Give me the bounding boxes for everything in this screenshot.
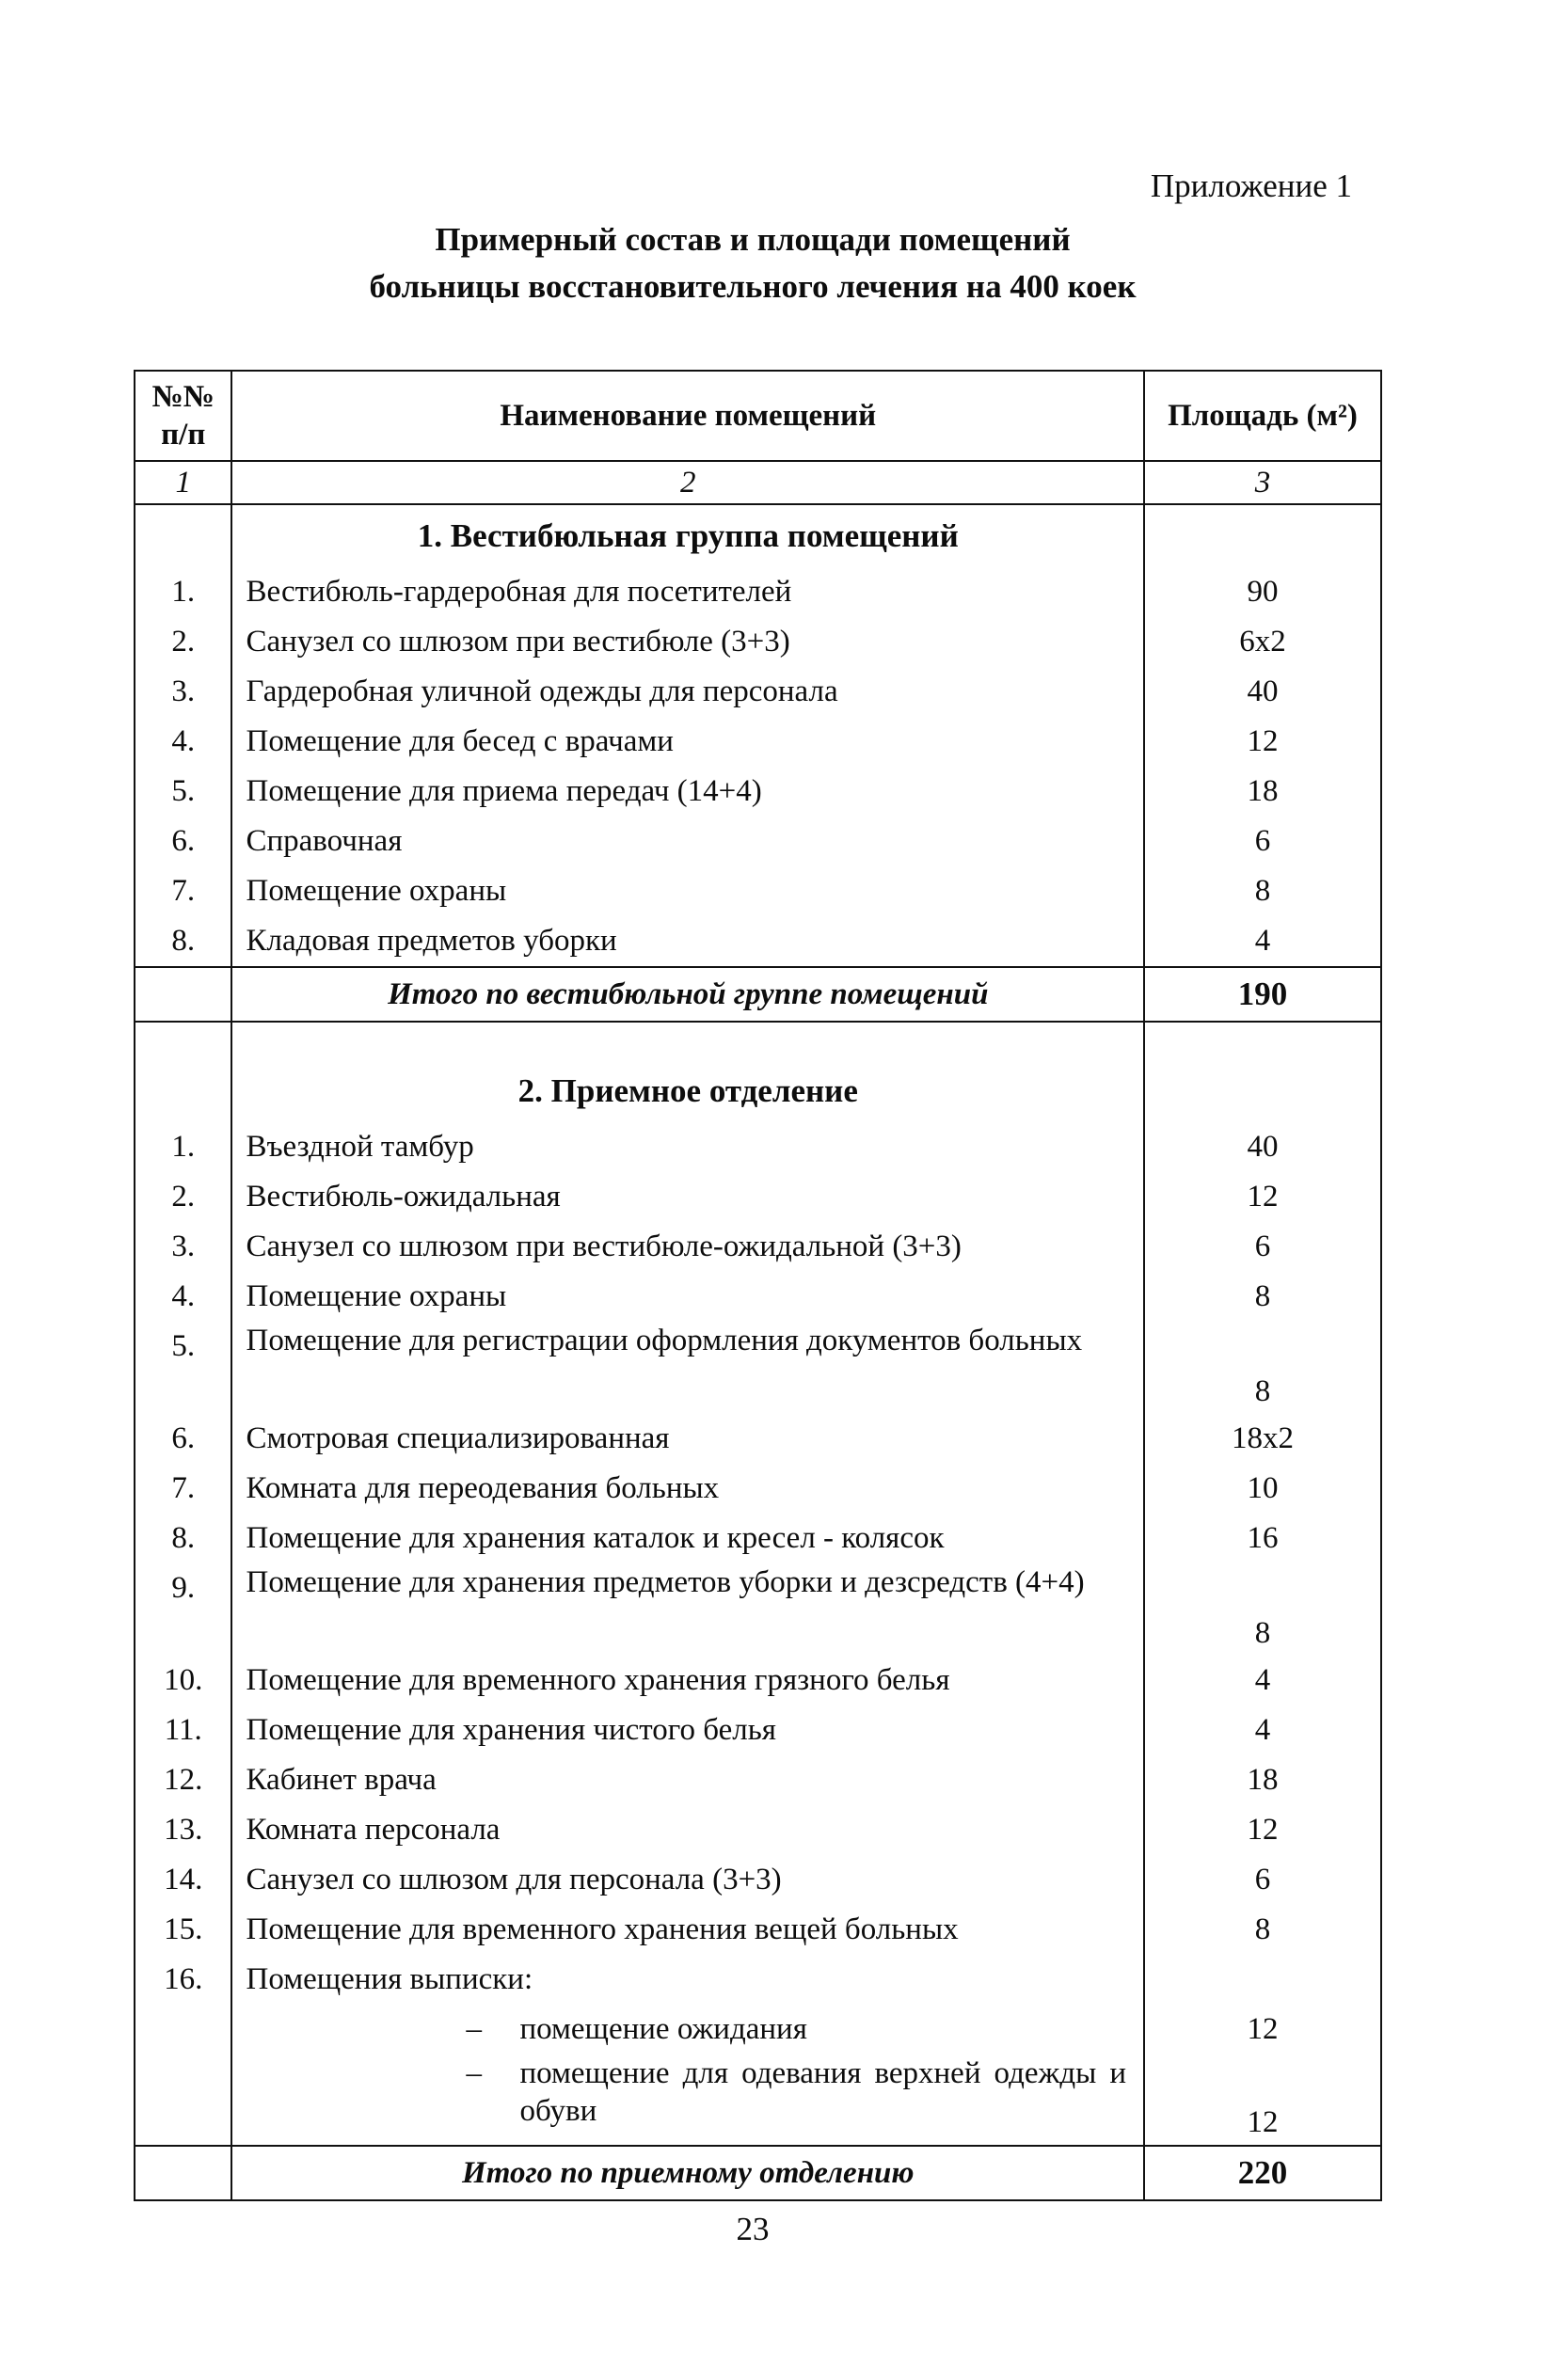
table-row	[135, 767, 1381, 817]
section-spacer	[135, 1022, 1381, 1060]
row-name: Помещение для регистрации оформления документов больных	[231, 1322, 1144, 1414]
section-total-value: 190	[1144, 967, 1381, 1022]
table-row	[135, 1955, 1381, 2005]
row-name: Санузел со шлюзом при вестибюле (3+3)	[231, 617, 1144, 667]
subrow-area: 12	[1144, 2055, 1381, 2146]
row-num: 5.	[135, 1322, 231, 1414]
row-name: Санузел со шлюзом при вестибюле-ожидальной (3+3)	[231, 1222, 1144, 1272]
section-title: 2. Приемное отделение	[231, 1060, 1144, 1122]
row-num: 1.	[135, 567, 231, 617]
row-num: 2.	[135, 1172, 231, 1222]
row-name: Гардеробная уличной одежды для персонала	[231, 667, 1144, 717]
row-name: Вестибюль-ожидальная	[231, 1172, 1144, 1222]
section-header	[135, 1060, 1381, 1122]
row-name: Смотровая специализированная	[231, 1414, 1144, 1464]
row-area: 8	[1144, 1563, 1381, 1656]
row-area: 12	[1144, 1172, 1381, 1222]
row-name: Санузел со шлюзом для персонала (3+3)	[231, 1855, 1144, 1905]
row-num: 6.	[135, 1414, 231, 1464]
table-row	[135, 1805, 1381, 1855]
column-numbers-row	[135, 461, 1381, 504]
table-row	[135, 1905, 1381, 1955]
header-area: Площадь (м²)	[1144, 371, 1381, 461]
section-total-label: Итого по вестибюльной группе помещений	[231, 967, 1144, 1022]
page-number: 23	[736, 2211, 770, 2247]
row-num: 6.	[135, 817, 231, 866]
table-row	[135, 1755, 1381, 1805]
section-total-row	[135, 967, 1381, 1022]
row-area: 16	[1144, 1514, 1381, 1563]
row-num: 15.	[135, 1905, 231, 1955]
row-name: Комната для переодевания больных	[231, 1464, 1144, 1514]
table-row	[135, 1514, 1381, 1563]
row-area: 18	[1144, 767, 1381, 817]
table-row	[135, 617, 1381, 667]
title-line-1: Примерный состав и площади помещений	[435, 221, 1071, 258]
row-area: 12	[1144, 717, 1381, 767]
section-header	[135, 504, 1381, 567]
row-area: 4	[1144, 1656, 1381, 1706]
table-row	[135, 667, 1381, 717]
row-area: 12	[1144, 1805, 1381, 1855]
row-area: 18х2	[1144, 1414, 1381, 1464]
row-num: 9.	[135, 1563, 231, 1656]
row-num: 12.	[135, 1755, 231, 1805]
column-number: 1	[135, 461, 231, 504]
section-total-label: Итого по приемному отделению	[231, 2146, 1144, 2200]
table-row	[135, 1706, 1381, 1755]
table-row	[135, 567, 1381, 617]
row-num: 16.	[135, 1955, 231, 2005]
header-num	[135, 371, 231, 461]
section-total-value: 220	[1144, 2146, 1381, 2200]
row-name: Помещение для временного хранения вещей больных	[231, 1905, 1144, 1955]
table-row	[135, 1656, 1381, 1706]
row-area: 8	[1144, 1905, 1381, 1955]
row-num: 3.	[135, 667, 231, 717]
row-num: 14.	[135, 1855, 231, 1905]
header-name: Наименование помещений	[231, 371, 1144, 461]
row-num: 1.	[135, 1122, 231, 1172]
row-name: Кабинет врача	[231, 1755, 1144, 1805]
row-num: 2.	[135, 617, 231, 667]
row-area: 6	[1144, 1855, 1381, 1905]
header-num-line-1: №№	[151, 380, 215, 414]
row-num: 5.	[135, 767, 231, 817]
row-name: Справочная	[231, 817, 1144, 866]
document-title	[0, 216, 1505, 310]
row-num: 8.	[135, 916, 231, 967]
title-line-2: больницы восстановительного лечения на 400 коек	[369, 268, 1137, 305]
table-row	[135, 1855, 1381, 1905]
table-subrow	[135, 2005, 1381, 2055]
column-number: 2	[231, 461, 1144, 504]
table-row	[135, 1414, 1381, 1464]
row-num: 10.	[135, 1656, 231, 1706]
row-num: 4.	[135, 1272, 231, 1322]
table-row	[135, 866, 1381, 916]
row-area: 8	[1144, 1272, 1381, 1322]
row-name: Помещение охраны	[231, 866, 1144, 916]
subrow-area: 12	[1144, 2005, 1381, 2055]
row-num: 8.	[135, 1514, 231, 1563]
row-name: Вестибюль-гардеробная для посетителей	[231, 567, 1144, 617]
table-row	[135, 1122, 1381, 1172]
section-title: 1. Вестибюльная группа помещений	[231, 504, 1144, 567]
column-number: 3	[1144, 461, 1381, 504]
row-num: 11.	[135, 1706, 231, 1755]
row-name: Кладовая предметов уборки	[231, 916, 1144, 967]
row-name: Помещение для приема передач (14+4)	[231, 767, 1144, 817]
subrow-name: помещение для одевания верхней одежды и обуви	[519, 2056, 1127, 2128]
appendix-label: Приложение 1	[1150, 167, 1352, 204]
row-name: Въездной тамбур	[231, 1122, 1144, 1172]
row-area: 4	[1144, 916, 1381, 967]
row-num: 3.	[135, 1222, 231, 1272]
table-subrow	[135, 2055, 1381, 2146]
row-area: 6	[1144, 1222, 1381, 1272]
dash-bullet: –	[466, 2012, 482, 2046]
row-num: 7.	[135, 1464, 231, 1514]
row-area: 6х2	[1144, 617, 1381, 667]
row-area: 40	[1144, 1122, 1381, 1172]
row-num: 4.	[135, 717, 231, 767]
row-name: Помещение для бесед с врачами	[231, 717, 1144, 767]
row-num: 13.	[135, 1805, 231, 1855]
row-name: Помещения выписки:	[231, 1955, 1144, 2005]
table-header-row	[135, 371, 1381, 461]
rooms-table	[134, 370, 1382, 2201]
row-name: Помещение охраны	[231, 1272, 1144, 1322]
row-name: Помещение для хранения каталок и кресел - колясок	[231, 1514, 1144, 1563]
section-total-row	[135, 2146, 1381, 2200]
table-row	[135, 717, 1381, 767]
table-row	[135, 817, 1381, 866]
table-row	[135, 1464, 1381, 1514]
row-name: Помещение для хранения предметов уборки и дезсредств (4+4)	[231, 1563, 1144, 1656]
header-num-line-2: п/п	[161, 418, 206, 452]
row-area: 8	[1144, 1322, 1381, 1414]
table-row	[135, 1322, 1381, 1414]
table-row	[135, 1272, 1381, 1322]
row-area: 8	[1144, 866, 1381, 916]
table-row	[135, 1172, 1381, 1222]
row-area	[1144, 1955, 1381, 2005]
row-area: 10	[1144, 1464, 1381, 1514]
row-area: 4	[1144, 1706, 1381, 1755]
dash-bullet: –	[466, 2056, 482, 2090]
row-area: 40	[1144, 667, 1381, 717]
row-area: 6	[1144, 817, 1381, 866]
row-area: 18	[1144, 1755, 1381, 1805]
table-row	[135, 1222, 1381, 1272]
row-name: Помещение для хранения чистого белья	[231, 1706, 1144, 1755]
subrow-name: помещение ожидания	[519, 2012, 807, 2046]
row-name: Комната персонала	[231, 1805, 1144, 1855]
row-num: 7.	[135, 866, 231, 916]
table-row	[135, 1563, 1381, 1656]
table-row	[135, 916, 1381, 967]
row-area: 90	[1144, 567, 1381, 617]
row-name: Помещение для временного хранения грязного белья	[231, 1656, 1144, 1706]
